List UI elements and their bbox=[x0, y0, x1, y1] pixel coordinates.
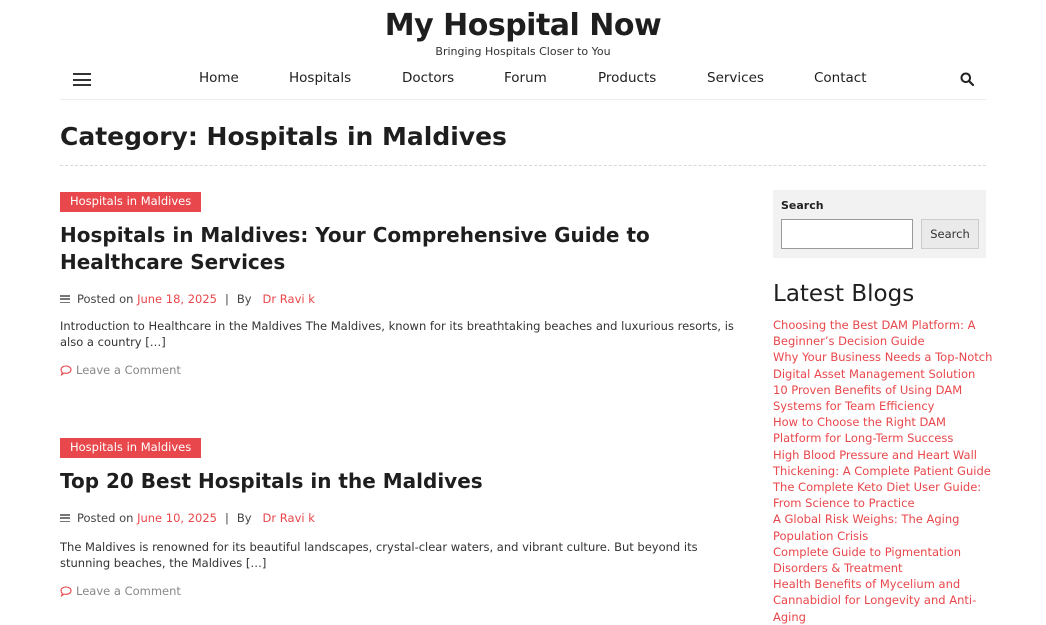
site-title[interactable]: My Hospital Now bbox=[384, 8, 662, 43]
meta-separator: | bbox=[225, 292, 229, 306]
post-excerpt: The Maldives is renowned for its beautiful landscapes, crystal-clear waters, and vibrant culture. But beyond its stunning beaches, the Maldives […] bbox=[60, 540, 698, 570]
nav-item-doctors[interactable]: Doctors bbox=[402, 70, 455, 86]
latest-blog-link[interactable]: Choosing the Best DAM Platform: A Beginner’s Decision Guide bbox=[773, 318, 976, 349]
heading-divider bbox=[60, 165, 986, 166]
leave-comment-label: Leave a Comment bbox=[76, 584, 181, 598]
nav-item-services[interactable]: Services bbox=[707, 70, 764, 86]
post-category-tag[interactable]: Hospitals in Maldives bbox=[60, 438, 201, 458]
by-label: By bbox=[236, 511, 252, 525]
post-excerpt: Introduction to Healthcare in the Maldives The Maldives, known for its breathtaking beaches and luxurious resorts, is also a country […] bbox=[60, 319, 734, 349]
posted-on-label: Posted on bbox=[77, 511, 134, 525]
latest-blog-link[interactable]: How to Choose the Right DAM Platform for Long-Term Success bbox=[773, 415, 954, 446]
meta-separator: | bbox=[225, 511, 229, 525]
post-card bbox=[60, 190, 750, 377]
post-author-link[interactable]: Dr Ravi k bbox=[262, 292, 315, 306]
nav-item-hospitals[interactable]: Hospitals bbox=[289, 70, 352, 86]
latest-blog-link[interactable]: High Blood Pressure and Heart Wall Thickening: A Complete Patient Guide bbox=[773, 447, 991, 478]
nav-item-contact[interactable]: Contact bbox=[814, 70, 867, 86]
nav-item-forum[interactable]: Forum bbox=[504, 70, 547, 86]
leave-comment-link[interactable] bbox=[60, 363, 750, 377]
post-title[interactable]: Top 20 Best Hospitals in the Maldives bbox=[60, 469, 483, 493]
post-title[interactable]: Hospitals in Maldives: Your Comprehensive Guide to Healthcare Services bbox=[60, 223, 650, 274]
sidebar-search-widget bbox=[773, 190, 986, 258]
site-tagline: Bringing Hospitals Closer to You bbox=[435, 45, 611, 58]
posted-on-label: Posted on bbox=[77, 292, 134, 306]
nav-item-home[interactable]: Home bbox=[199, 70, 239, 86]
latest-blog-link[interactable]: Complete Guide to Pigmentation Disorders & Treatment bbox=[773, 544, 962, 576]
nav-item-products[interactable]: Products bbox=[598, 70, 657, 86]
list-lines-icon bbox=[60, 295, 70, 303]
leave-comment-link[interactable] bbox=[60, 584, 750, 598]
post-date-link[interactable]: June 10, 2025 bbox=[137, 511, 217, 525]
latest-blog-link[interactable]: The Complete Keto Diet User Guide: From Science to Practice bbox=[773, 480, 982, 511]
latest-blog-link[interactable]: Health Benefits of Mycelium and Cannabidiol for Longevity and Anti-Aging bbox=[773, 577, 977, 624]
post-meta bbox=[60, 292, 750, 306]
search-icon[interactable] bbox=[960, 72, 974, 86]
search-input[interactable] bbox=[781, 219, 913, 249]
hamburger-menu-icon[interactable] bbox=[73, 73, 91, 86]
list-lines-icon bbox=[60, 514, 70, 522]
post-date-link[interactable]: June 18, 2025 bbox=[137, 292, 217, 306]
main-navigation bbox=[60, 60, 986, 100]
comment-bubble-icon bbox=[60, 365, 72, 376]
latest-blog-link[interactable]: 10 Proven Benefits of Using DAM Systems for Team Efficiency bbox=[773, 382, 963, 414]
post-meta bbox=[60, 511, 750, 525]
latest-blogs-list bbox=[773, 317, 993, 625]
post-author-link[interactable]: Dr Ravi k bbox=[262, 511, 315, 525]
comment-bubble-icon bbox=[60, 586, 72, 597]
by-label: By bbox=[236, 292, 252, 306]
post-category-tag[interactable]: Hospitals in Maldives bbox=[60, 192, 201, 212]
latest-blog-link[interactable]: A Global Risk Weighs: The Aging Population Crisis bbox=[773, 512, 960, 543]
search-button[interactable]: Search bbox=[921, 219, 979, 249]
latest-blog-link[interactable]: Why Your Business Needs a Top-Notch Digital Asset Management Solution bbox=[773, 350, 993, 381]
leave-comment-label: Leave a Comment bbox=[76, 363, 181, 377]
category-heading: Category: Hospitals in Maldives bbox=[60, 122, 507, 151]
latest-blogs-heading: Latest Blogs bbox=[773, 281, 915, 307]
post-card bbox=[60, 436, 750, 598]
search-label: Search bbox=[781, 199, 824, 212]
